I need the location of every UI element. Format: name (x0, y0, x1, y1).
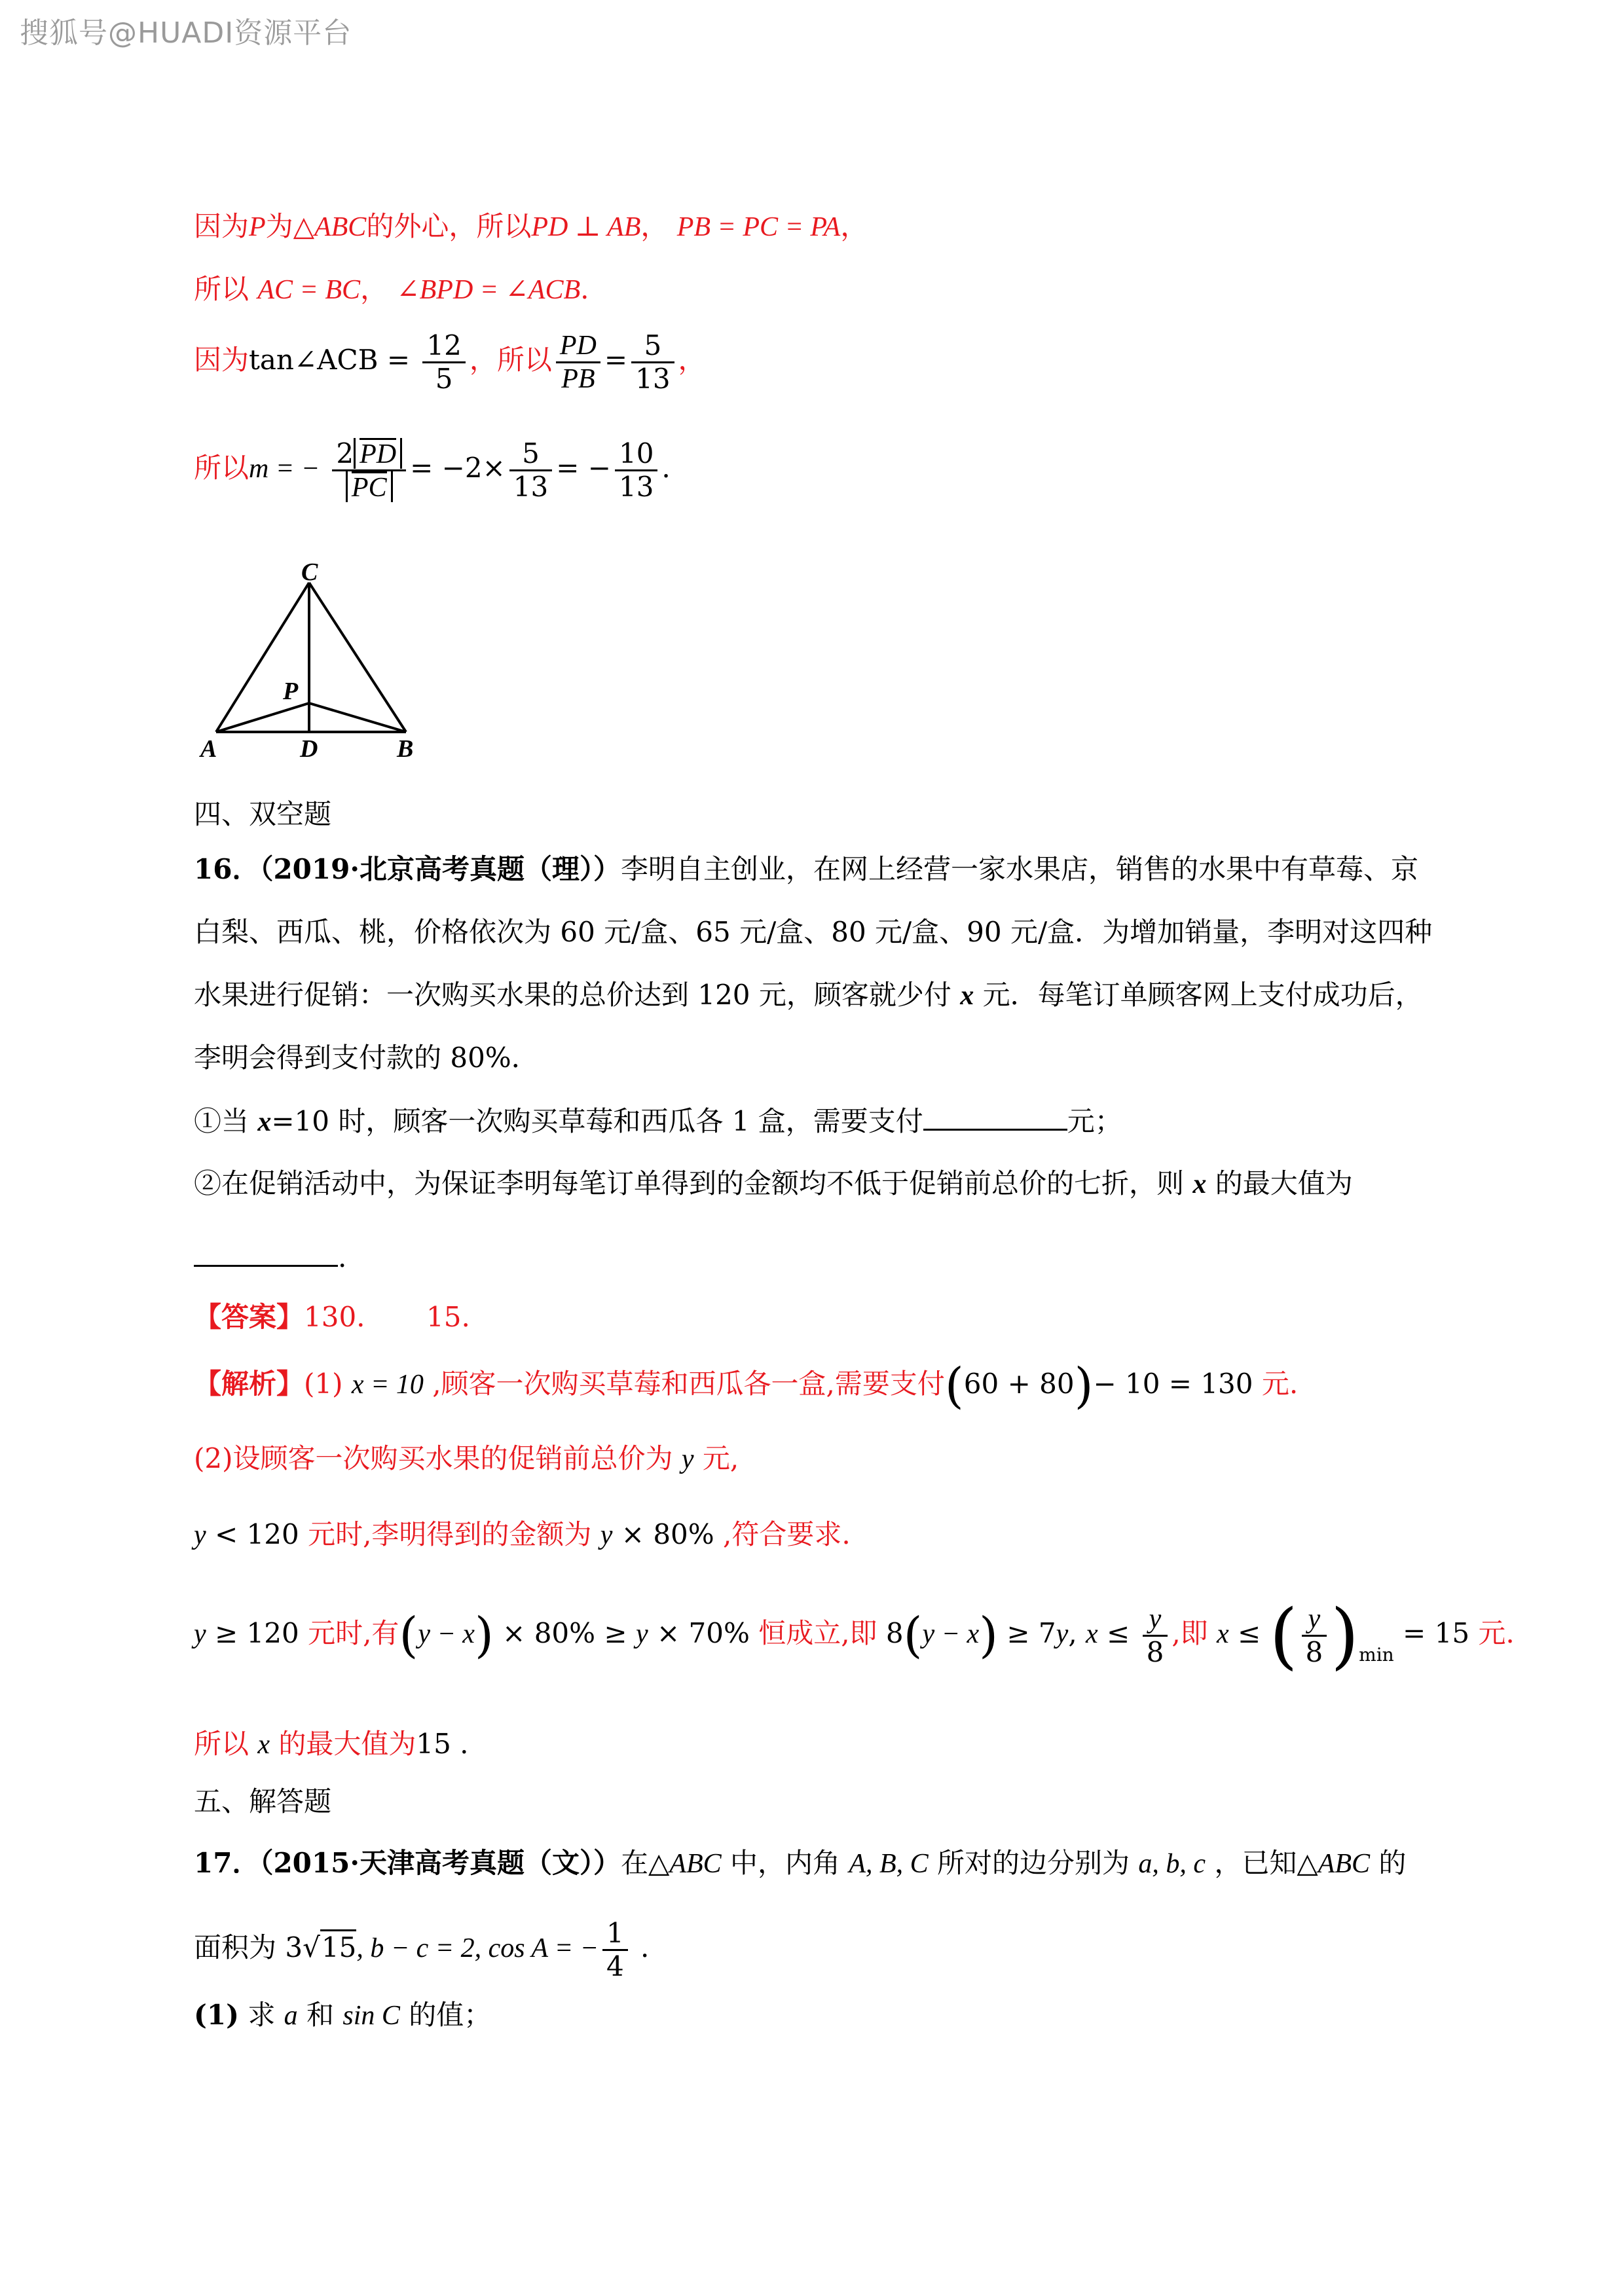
math: . (451, 1728, 469, 1760)
q17-sub-1 (194, 1997, 1447, 2034)
text: 所以 (194, 273, 249, 305)
abs-value (346, 471, 393, 502)
answer-value-1: 130. (304, 1301, 365, 1333)
numerator: 1 (602, 1918, 628, 1951)
math: x (1086, 1619, 1098, 1649)
math: m = − (249, 454, 320, 484)
denominator (332, 471, 406, 503)
paren: ( (1269, 1594, 1298, 1677)
section-heading-4: 四、双空题 (194, 798, 332, 830)
fraction (556, 330, 600, 395)
text: 李明自主创业，在网上经营一家水果店，销售的水果中有草莓、京 (620, 853, 1418, 885)
q16-line-2: 白梨、西瓜、桃，价格依次为 60 元/盒、65 元/盒、80 元/盒、90 元/盒．为增加销量，李明对这四种 (194, 916, 1433, 948)
math: a, b, c (1138, 1849, 1206, 1879)
math: y (600, 1520, 613, 1550)
math: = (604, 344, 628, 376)
math: 60 + 80 (963, 1368, 1075, 1400)
answer-blank-2 (194, 1239, 338, 1267)
text: ， (678, 344, 706, 376)
math: y (194, 1619, 206, 1649)
math: 3 (285, 1931, 303, 1963)
math: y (681, 1444, 694, 1474)
text: 所以 (194, 452, 249, 484)
math: y (635, 1619, 648, 1649)
analysis-line-5 (194, 1726, 1447, 1763)
numerator: 10 (615, 438, 657, 471)
math: ∠BPD = ∠ACB (396, 275, 581, 305)
math: P (249, 212, 266, 242)
text: 元. (1469, 1617, 1515, 1649)
text: 因为 (194, 344, 249, 376)
answer-tag: 【答案】 (194, 1301, 304, 1333)
text: 中，内角 (721, 1847, 849, 1879)
math: × 80% ≥ (493, 1617, 636, 1649)
math: x (1192, 1169, 1207, 1199)
text: 面积为 (194, 1931, 286, 1963)
q16-line-3 (194, 977, 1447, 1014)
label-D: D (300, 735, 318, 759)
solution-line-4 (194, 412, 1447, 524)
fraction (422, 330, 465, 395)
math: × 70% (648, 1617, 750, 1649)
math: tan∠ACB = (249, 344, 411, 376)
text: 恒成立,即 (749, 1617, 886, 1649)
text: 的最大值为 (270, 1728, 416, 1760)
math: − 10 = 130 (1093, 1368, 1253, 1400)
text: ，所以 (469, 344, 552, 376)
numerator: y (1302, 1603, 1327, 1637)
denominator: 8 (1305, 1635, 1323, 1668)
question-number: 17 (194, 1847, 232, 1879)
q16-line-1 (194, 851, 1447, 888)
text: 因为 (194, 210, 249, 242)
math: , b − c = 2, cos A = − (356, 1933, 599, 1963)
solution-line-2 (194, 271, 1447, 308)
answer-line (194, 1299, 1447, 1336)
math: ≤ (1228, 1617, 1270, 1649)
math: y − x (922, 1619, 980, 1649)
denominator: 8 (1146, 1635, 1164, 1668)
q17-line-1 (194, 1845, 1447, 1882)
text: 的最大值为 (1206, 1167, 1353, 1199)
q16-sub-2 (194, 1165, 1447, 1203)
text: 水果进行促销：一次购买水果的总价达到 120 元，顾客就少付 (194, 979, 961, 1011)
question-source: ．（2019·北京高考真题（理）） (232, 853, 621, 885)
label-P: P (283, 678, 299, 705)
analysis-line-2 (194, 1440, 1447, 1478)
edge-AC (216, 583, 309, 732)
text: 所对的边分别为 (928, 1847, 1139, 1879)
fraction (602, 1918, 628, 1982)
text: 元时,有 (308, 1617, 399, 1649)
text: . (580, 273, 589, 305)
math: x (960, 981, 974, 1011)
paren: ( (944, 1358, 964, 1414)
label-A: A (200, 735, 217, 759)
q16-sub-1 (194, 1102, 1447, 1140)
solution-line-3 (194, 327, 1447, 395)
analysis-line-3 (194, 1516, 1447, 1554)
edge-CB (309, 583, 406, 732)
text: ①当 (194, 1105, 258, 1137)
q16-sub-2-blank (194, 1239, 1447, 1276)
math: . (661, 452, 671, 484)
math: 15 (320, 1929, 356, 1963)
paren: ( (399, 1607, 418, 1664)
numerator: y (1143, 1603, 1168, 1637)
denominator: 13 (618, 470, 654, 503)
answer-blank-1 (923, 1102, 1067, 1131)
paren: ) (1331, 1594, 1359, 1677)
math: ≤ (1098, 1617, 1139, 1649)
text: . (631, 1931, 650, 1963)
text: 元, (693, 1442, 739, 1474)
numerator: PD (556, 330, 600, 363)
text: ，已知 (1206, 1847, 1297, 1879)
math: < 120 (206, 1518, 308, 1550)
text: 求 (238, 1999, 284, 2031)
math: 8 (885, 1617, 904, 1649)
text: (2)设顾客一次购买水果的促销前总价为 (194, 1442, 682, 1474)
paren: ) (1074, 1358, 1094, 1414)
fraction (509, 438, 552, 503)
math: 15 (416, 1728, 451, 1760)
math: ≥ 120 (206, 1617, 308, 1649)
paren: ( (903, 1607, 923, 1664)
numerator (332, 438, 406, 471)
watermark: 搜狐号@HUADI资源平台 (20, 16, 352, 50)
label-B: B (397, 735, 414, 759)
denominator: 5 (435, 362, 453, 395)
solution-line-1 (194, 208, 1447, 246)
paren: ) (979, 1607, 999, 1664)
fraction (1302, 1603, 1327, 1668)
subscript-min: min (1359, 1644, 1394, 1666)
math: y (1056, 1619, 1069, 1649)
q16-line-4: 李明会得到支付款的 80%． (194, 1042, 539, 1074)
numerator: 5 (509, 438, 552, 471)
text: . (338, 1241, 347, 1273)
math: PD ⊥ AB (531, 212, 641, 242)
math: △ABC (648, 1849, 722, 1879)
math: PB = PC = PA (676, 212, 841, 242)
fraction (631, 330, 674, 395)
text: ， (640, 210, 669, 242)
text: ,即 (1172, 1617, 1217, 1649)
text: ， (840, 210, 868, 242)
question-number: 16 (194, 853, 232, 885)
denominator: 4 (606, 1950, 624, 1982)
text: 元．每笔订单顾客网上支付成功后， (974, 979, 1423, 1011)
math: = − (556, 452, 611, 484)
abs-value (354, 438, 402, 469)
analysis-tag: 【解析】 (194, 1368, 304, 1400)
section-heading-5: 五、解答题 (194, 1785, 332, 1817)
math: AC = BC (257, 275, 361, 305)
denominator: 13 (635, 362, 671, 395)
text: 元时,李明得到的金额为 (308, 1518, 600, 1550)
text: (1) (304, 1368, 352, 1400)
text: 的外心，所以 (366, 210, 532, 242)
q17-line-2 (194, 1912, 1447, 1984)
math: , (1068, 1617, 1086, 1649)
text: 元. (1253, 1368, 1299, 1400)
vector: PD (360, 439, 397, 469)
math: x (257, 1730, 270, 1760)
paren: ) (474, 1607, 494, 1664)
fraction (615, 438, 657, 503)
question-source: ．（2015·天津高考真题（文）） (232, 1847, 621, 1879)
text: 所以 (194, 1728, 258, 1760)
math: = 15 (1393, 1617, 1470, 1649)
math: △ABC (1297, 1849, 1370, 1879)
math: × 80% (612, 1518, 714, 1550)
math: x (257, 1107, 272, 1137)
numerator: 5 (631, 330, 674, 363)
text: ,顾客一次购买草莓和西瓜各一盒,需要支付 (423, 1368, 945, 1400)
math: a (284, 2001, 298, 2031)
fraction (332, 438, 406, 503)
text: ， (360, 273, 388, 305)
text: 和 (297, 1999, 343, 2031)
math: sin C (342, 2001, 400, 2031)
triangle-diagram (196, 563, 432, 759)
label-C: C (301, 563, 318, 586)
text: 在 (620, 1847, 648, 1879)
denominator: PB (561, 363, 595, 394)
text: 的值； (399, 1999, 492, 2031)
math: △ABC (293, 212, 367, 242)
text: 元； (1067, 1105, 1122, 1137)
answer-value-2: 15. (426, 1301, 470, 1333)
numerator: 12 (422, 330, 465, 363)
coefficient: 2 (336, 437, 354, 469)
math: x = 10 (351, 1370, 424, 1400)
text: =10 时，顾客一次购买草莓和西瓜各 1 盒，需要支付 (271, 1105, 923, 1137)
math: y (194, 1520, 206, 1550)
analysis-line-1 (194, 1358, 1447, 1414)
math: = −2× (410, 452, 506, 484)
fraction (1143, 1603, 1168, 1668)
denominator: 13 (513, 470, 549, 503)
math: x (1217, 1619, 1229, 1649)
sqrt-sign: √ (303, 1931, 320, 1963)
math: A, B, C (849, 1849, 929, 1879)
text: 为 (265, 210, 293, 242)
math: y − x (418, 1619, 475, 1649)
text: 的 (1370, 1847, 1407, 1879)
vector: PC (351, 472, 387, 503)
math: ≥ 7 (998, 1617, 1056, 1649)
text: ,符合要求. (714, 1518, 851, 1550)
analysis-line-4 (194, 1584, 1515, 1704)
text: ②在促销活动中，为保证李明每笔订单得到的金额均不低于促销前总价的七折，则 (194, 1167, 1193, 1199)
subquestion-number: (1) (194, 1999, 239, 2031)
